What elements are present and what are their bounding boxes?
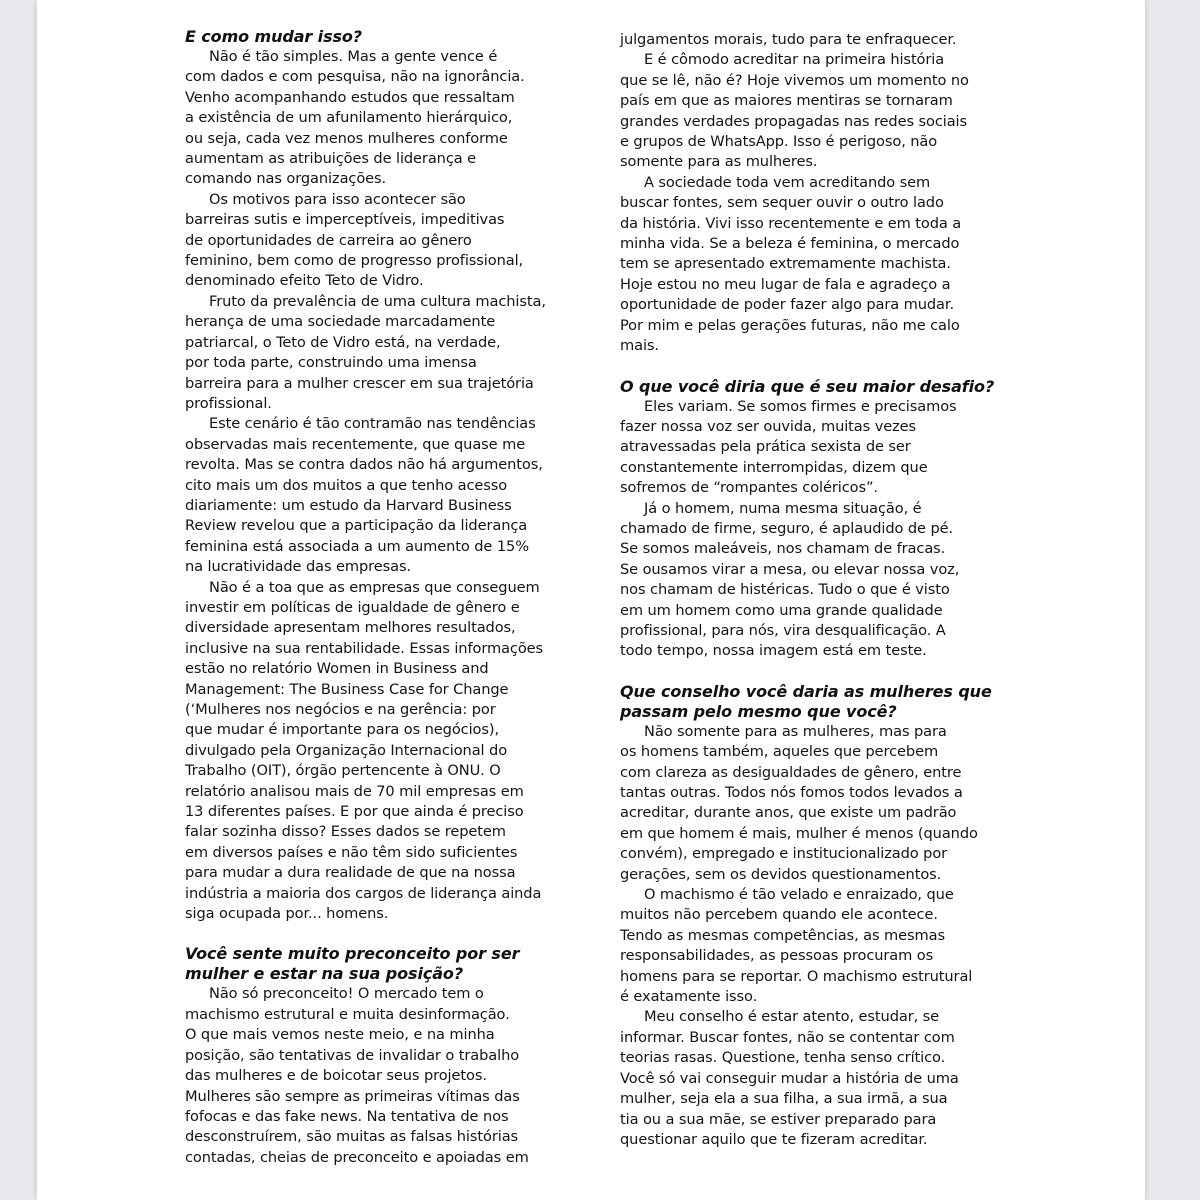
text-line: para mudar a dura realidade de que na nossa — [185, 864, 516, 882]
text-line: Já o homem, numa mesma situação, é — [644, 499, 922, 517]
paragraph — [185, 190, 580, 292]
text-line: com clareza as desigualdades de gênero, entre — [620, 763, 962, 781]
paragraph — [185, 984, 580, 1168]
text-line: Não é tão simples. Mas a gente vence é — [209, 48, 498, 65]
text-line: feminina está associada a um aumento de 15% — [185, 537, 529, 555]
section-heading — [620, 377, 1015, 397]
text-line: Você só vai conseguir mudar a história de uma — [620, 1069, 959, 1087]
text-line: acreditar, durante anos, que existe um padrão — [620, 804, 957, 822]
text-line: Eles variam. Se somos firmes e precisamos — [644, 397, 957, 415]
text-line: Não só preconceito! O mercado tem o — [209, 985, 484, 1003]
left-column — [185, 27, 580, 1168]
text-line: Mulheres são sempre as primeiras vítimas das — [185, 1087, 520, 1105]
heading-line: Que conselho você daria as mulheres que — [620, 681, 992, 701]
text-line: muitos não percebem quando ele acontece. — [620, 906, 938, 924]
text-line: julgamentos morais, tudo para te enfraquecer. — [620, 31, 957, 48]
text-line: desconstruírem, são muitas as falsas histórias — [185, 1128, 519, 1146]
text-line: Os motivos para isso acontecer são — [209, 190, 466, 208]
text-line: E é cômodo acreditar na primeira história — [644, 51, 945, 69]
text-line: convém), empregado e institucionalizado por — [620, 845, 948, 863]
text-line: investir em políticas de igualdade de gênero e — [185, 598, 520, 616]
text-line: Trabalho (OIT), órgão pertencente à ONU. O — [185, 762, 501, 780]
text-line: Não é a toa que as empresas que conseguem — [209, 578, 540, 596]
text-line: barreiras sutis e imperceptíveis, impeditivas — [185, 211, 505, 229]
text-line: machismo estrutural e muita desinformação. — [185, 1005, 510, 1023]
heading-line: passam pelo mesmo que você? — [620, 701, 897, 721]
text-line: somente para as mulheres. — [620, 153, 818, 171]
text-line: em que homem é mais, mulher é menos (quando — [620, 824, 978, 842]
paragraph-continuation — [620, 30, 1015, 50]
text-line: é exatamente isso. — [620, 988, 758, 1006]
text-line: Este cenário é tão contramão nas tendências — [209, 415, 536, 433]
text-line: da história. Vivi isso recentemente e em toda a — [620, 214, 962, 232]
paragraph — [620, 499, 1015, 662]
text-line: mais. — [620, 337, 659, 355]
heading-line: E como mudar isso? — [185, 27, 362, 46]
text-line: siga ocupada por... homens. — [185, 905, 389, 923]
text-line: questionar aquilo que te fizeram acreditar. — [620, 1130, 928, 1148]
text-line: patriarcal, o Teto de Vidro está, na verdade, — [185, 333, 501, 351]
text-line: O machismo é tão velado e enraizado, que — [644, 886, 954, 904]
section-heading — [185, 944, 580, 984]
paragraph — [620, 885, 1015, 1007]
text-line: de oportunidades de carreira ao gênero — [185, 231, 472, 249]
paragraph — [620, 397, 1015, 499]
text-line: informar. Buscar fontes, não se contentar com — [620, 1028, 955, 1046]
text-line: Meu conselho é estar atento, estudar, se — [644, 1008, 940, 1026]
text-line: Review revelou que a participação da liderança — [185, 517, 528, 535]
right-column — [620, 30, 1015, 1150]
text-line: 13 diferentes países. E por que ainda é preciso — [185, 803, 524, 821]
paragraph — [185, 414, 580, 577]
text-line: aumentam as atribuições de liderança e — [185, 150, 477, 168]
text-line: Se somos maleáveis, nos chamam de fracas. — [620, 540, 946, 558]
text-line: profissional, para nós, vira desqualificação. A — [620, 621, 946, 639]
text-line: barreira para a mulher crescer em sua trajetória — [185, 374, 534, 392]
text-line: estão no relatório Women in Business and — [185, 660, 489, 678]
section-heading — [185, 27, 580, 47]
section-heading — [620, 682, 1015, 722]
text-line: constantemente interrompidas, dizem que — [620, 458, 928, 476]
text-line: oportunidade de poder fazer algo para mudar. — [620, 296, 954, 314]
text-line: com dados e com pesquisa, não na ignorância. — [185, 68, 525, 86]
text-line: nos chamam de histéricas. Tudo o que é visto — [620, 581, 950, 599]
text-line: profissional. — [185, 394, 272, 412]
text-line: divulgado pela Organização Internacional do — [185, 741, 508, 759]
text-line: contadas, cheias de preconceito e apoiadas em — [185, 1148, 529, 1166]
section-spacer — [620, 662, 1015, 682]
text-line: buscar fontes, sem sequer ouvir o outro lado — [620, 194, 944, 212]
text-line: diversidade apresentam melhores resultados, — [185, 619, 516, 637]
section-spacer — [620, 357, 1015, 377]
paragraph — [185, 47, 580, 190]
heading-line: mulher e estar na sua posição? — [185, 964, 464, 984]
text-line: (‘Mulheres nos negócios e na gerência: por — [185, 701, 496, 718]
text-line: indústria a maioria dos cargos de liderança ainda — [185, 884, 542, 902]
paragraph — [185, 578, 580, 925]
text-line: tem se apresentado extremamente machista. — [620, 255, 951, 273]
text-line: Venho acompanhando estudos que ressaltam — [185, 88, 515, 106]
text-line: em um homem como uma grande qualidade — [620, 601, 943, 619]
text-line: atravessadas pela prática sexista de ser — [620, 438, 911, 456]
text-line: Management: The Business Case for Change — [185, 680, 509, 698]
text-line: os homens também, aqueles que percebem — [620, 743, 939, 761]
text-line: que mudar é importante para os negócios), — [185, 721, 499, 739]
text-line: das mulheres e de boicotar seus projetos. — [185, 1067, 487, 1085]
text-line: denominado efeito Teto de Vidro. — [185, 272, 424, 290]
text-line: Tendo as mesmas competências, as mesmas — [620, 926, 945, 944]
text-line: relatório analisou mais de 70 mil empresas em — [185, 782, 524, 800]
heading-line: O que você diria que é seu maior desafio? — [620, 376, 995, 396]
text-line: fazer nossa voz ser ouvida, muitas vezes — [620, 417, 917, 435]
text-line: A sociedade toda vem acreditando sem — [644, 173, 931, 191]
text-line: todo tempo, nossa imagem está em teste. — [620, 642, 927, 660]
text-line: por toda parte, construindo uma imensa — [185, 354, 477, 372]
text-line: Fruto da prevalência de uma cultura machista, — [209, 292, 546, 310]
text-line: herança de uma sociedade marcadamente — [185, 313, 496, 331]
text-line: tia ou a sua mãe, se estiver preparado para — [620, 1110, 937, 1128]
text-line: comando nas organizações. — [185, 170, 387, 188]
text-line: gerações, sem os devidos questionamentos. — [620, 865, 942, 883]
text-line: ou seja, cada vez menos mulheres conforme — [185, 129, 508, 147]
paragraph — [620, 1007, 1015, 1150]
paragraph — [620, 722, 1015, 885]
text-line: O que mais vemos neste meio, e na minha — [185, 1026, 495, 1044]
text-line: posição, são tentativas de invalidar o trabalho — [185, 1046, 520, 1064]
text-line: fofocas e das fake news. Na tentativa de nos — [185, 1107, 509, 1125]
text-line: teorias rasas. Questione, tenha senso crítico. — [620, 1049, 946, 1067]
text-line: homens para se reportar. O machismo estrutural — [620, 967, 973, 985]
text-line: Por mim e pelas gerações futuras, não me calo — [620, 316, 960, 334]
text-line: cito mais um dos muitos a que tenho acesso — [185, 476, 508, 494]
paragraph — [620, 173, 1015, 357]
text-line: observadas mais recentemente, que quase me — [185, 435, 526, 453]
text-line: a existência de um afunilamento hierárquico, — [185, 109, 513, 127]
text-line: grandes verdades propagadas nas redes sociais — [620, 112, 968, 130]
text-line: inclusive na sua rentabilidade. Essas informações — [185, 639, 544, 657]
text-line: Não somente para as mulheres, mas para — [644, 722, 947, 740]
text-line: país em que as maiores mentiras se tornaram — [620, 92, 953, 110]
text-line: sofremos de “rompantes coléricos”. — [620, 479, 878, 497]
text-line: Se ousamos virar a mesa, ou elevar nossa voz, — [620, 560, 960, 578]
text-line: feminino, bem como de progresso profissional, — [185, 252, 524, 270]
text-line: na lucratividade das empresas. — [185, 558, 412, 576]
text-line: revolta. Mas se contra dados não há argumentos, — [185, 456, 543, 474]
paragraph — [620, 50, 1015, 172]
text-line: responsabilidades, as pessoas procuram os — [620, 947, 934, 965]
text-line: tantas outras. Todos nós fomos todos levados a — [620, 784, 963, 801]
text-line: e grupos de WhatsApp. Isso é perigoso, não — [620, 133, 938, 151]
paragraph — [185, 292, 580, 414]
section-spacer — [185, 924, 580, 944]
text-line: Hoje estou no meu lugar de fala e agradeço a — [620, 275, 951, 293]
text-line: diariamente: um estudo da Harvard Business — [185, 496, 512, 514]
text-line: em diversos países e não têm sido suficientes — [185, 843, 518, 861]
heading-line: Você sente muito preconceito por ser — [185, 944, 520, 964]
text-line: mulher, seja ela a sua filha, a sua irmã, a sua — [620, 1090, 948, 1108]
text-line: que se lê, não é? Hoje vivemos um momento no — [620, 71, 969, 89]
text-line: minha vida. Se a beleza é feminina, o mercado — [620, 235, 960, 253]
text-line: falar sozinha disso? Esses dados se repetem — [185, 823, 506, 841]
text-line: chamado de firme, seguro, é aplaudido de pé. — [620, 519, 954, 537]
